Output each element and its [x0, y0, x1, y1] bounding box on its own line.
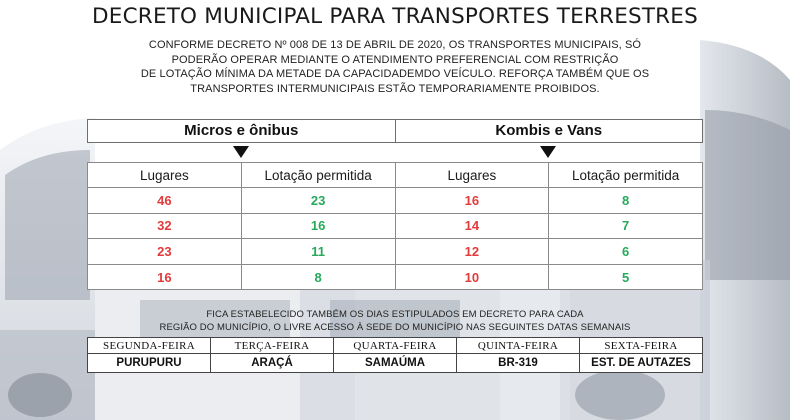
table-row — [88, 239, 703, 265]
kombis-seats-cell: 10 — [395, 264, 549, 290]
arrow-down-icon — [540, 146, 556, 158]
kombis-seats-cell: 14 — [395, 213, 549, 239]
micros-allowed-cell: 16 — [241, 213, 395, 239]
micros-allowed-cell: 8 — [241, 264, 395, 290]
column-header-seats: Lugares — [395, 163, 549, 188]
note-line: FICA ESTABELECIDO TAMBÉM OS DIAS ESTIPULADOS EM DECRETO PARA CADA — [206, 309, 584, 320]
group-header-kombis: Kombis e Vans — [495, 122, 603, 139]
micros-seats-cell: 32 — [88, 213, 242, 239]
kombis-allowed-cell: 8 — [549, 188, 703, 214]
arrow-down-icon — [233, 146, 249, 158]
day-thursday: QUINTA-FEIRA — [457, 338, 580, 354]
micros-seats-cell: 16 — [88, 264, 242, 290]
kombis-allowed-cell: 6 — [549, 239, 703, 265]
column-header-seats: Lugares — [88, 163, 242, 188]
day-tuesday: TERÇA-FEIRA — [211, 338, 334, 354]
decree-line: CONFORME DECRETO Nº 008 DE 13 DE ABRIL DE 2020, OS TRANSPORTES MUNICIPAIS, SÓ — [148, 39, 642, 51]
place-wednesday: SAMAÚMA — [334, 354, 457, 373]
table-header-row — [88, 163, 703, 188]
note-line: REGIÃO DO MUNICÍPIO, O LIVRE ACESSO À SEDE DO MUNICÍPIO NAS SEGUINTES DATAS SEMANAIS — [159, 322, 631, 333]
kombis-allowed-cell: 5 — [549, 264, 703, 290]
schedule-days-row — [88, 338, 703, 354]
decree-line: TRANSPORTES INTERMUNICIPAIS ESTÃO TEMPORARIAMENTE PROIBIDOS. — [190, 82, 600, 95]
decree-description — [95, 38, 695, 96]
kombis-allowed-cell: 7 — [549, 213, 703, 239]
table-row — [88, 213, 703, 239]
day-wednesday: QUARTA-FEIRA — [334, 338, 457, 354]
kombis-seats-cell: 16 — [395, 188, 549, 214]
micros-seats-cell: 23 — [88, 239, 242, 265]
day-friday: SEXTA-FEIRA — [580, 338, 703, 354]
page-title: DECRETO MUNICIPAL PARA TRANSPORTES TERRESTRES — [92, 4, 698, 29]
table-row — [88, 188, 703, 214]
weekly-schedule-table — [87, 337, 703, 373]
place-tuesday: ARAÇÁ — [211, 354, 334, 373]
capacity-table — [87, 162, 703, 290]
micros-allowed-cell: 23 — [241, 188, 395, 214]
table-row — [88, 264, 703, 290]
place-thursday: BR-319 — [457, 354, 580, 373]
schedule-places-row — [88, 354, 703, 373]
decree-line: DE LOTAÇÃO MÍNIMA DA METADE DA CAPACIDADEMDO VEÍCULO. REFORÇA TAMBÉM QUE OS — [140, 68, 650, 80]
decree-line: PODERÃO OPERAR MEDIANTE O ATENDIMENTO PREFERENCIAL COM RESTRIÇÃO — [171, 53, 619, 66]
place-friday: EST. DE AUTAZES — [580, 354, 703, 373]
micros-allowed-cell: 11 — [241, 239, 395, 265]
day-monday: SEGUNDA-FEIRA — [88, 338, 211, 354]
column-header-allowed: Lotação permitida — [549, 163, 703, 188]
kombis-seats-cell: 12 — [395, 239, 549, 265]
schedule-note — [95, 308, 695, 334]
column-header-allowed: Lotação permitida — [241, 163, 395, 188]
place-monday: PURUPURU — [88, 354, 211, 373]
vehicle-group-header — [87, 119, 703, 143]
group-header-micros: Micros e ônibus — [88, 120, 396, 142]
micros-seats-cell: 46 — [88, 188, 242, 214]
